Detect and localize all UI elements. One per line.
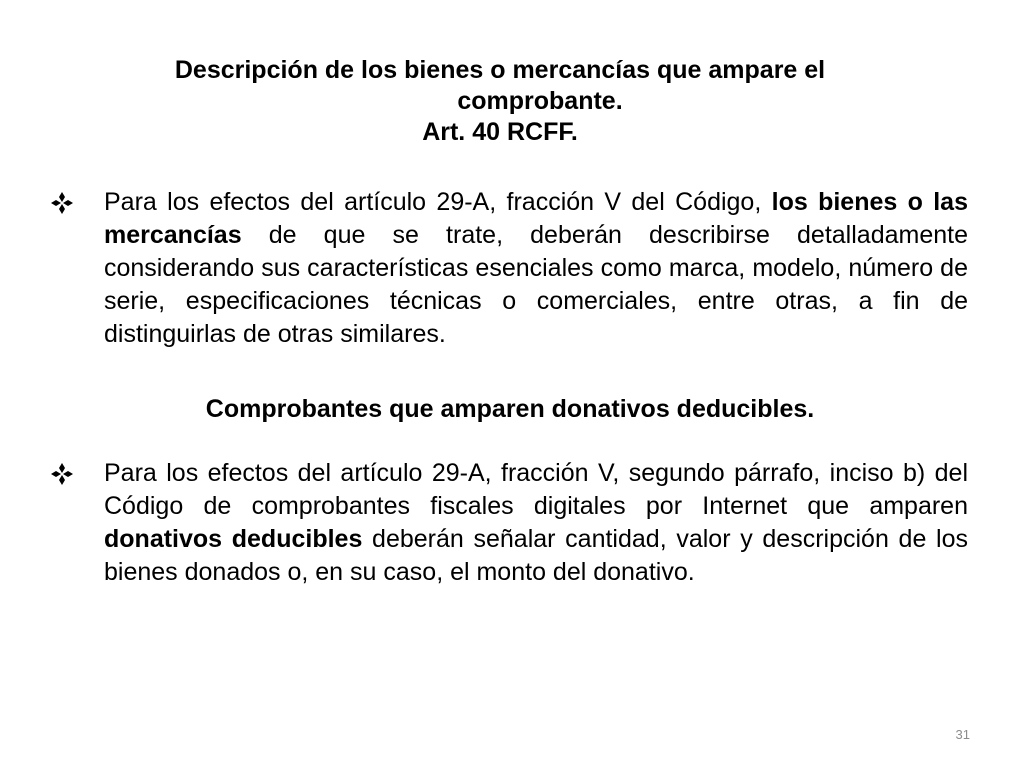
section1-subtitle: Art. 40 RCFF.: [422, 118, 578, 146]
section2-paragraph-text-a: Para los efectos del artículo 29-A, fracción V, segundo párrafo, inciso b) del Código de comprobantes fiscales digitales por Internet que amparen: [104, 459, 968, 520]
page-number: 31: [955, 727, 970, 742]
section2-paragraph: [104, 457, 968, 589]
diamond-bullet-icon: [50, 191, 74, 215]
section2-paragraph-text-b: deberán señalar cantidad, valor y descripción de los bienes donados o, en su caso, el monto del donativo.: [104, 525, 968, 586]
section1-paragraph-bold: los bienes o las mercancías: [104, 188, 968, 249]
section1-paragraph: [104, 186, 968, 351]
section1-heading: [130, 55, 870, 148]
section2-paragraph-bold: donativos deducibles: [104, 525, 363, 553]
section1-paragraph-text-b: de que se trate, deberán describirse detalladamente considerando sus características esenciales como marca, modelo, número de serie, especificaciones técnicas o comerciales, entre otras, a fin de distinguirlas de otras similares.: [104, 221, 968, 348]
diamond-bullet-icon: [50, 462, 74, 486]
section1-title-line2: comprobante.: [457, 87, 623, 115]
section1-title-line1: Descripción de los bienes o mercancías que ampare el: [174, 56, 826, 84]
section1-paragraph-text-a: Para los efectos del artículo 29-A, fracción V del Código,: [104, 188, 772, 216]
section2-heading: Comprobantes que amparen donativos deducibles.: [205, 395, 815, 423]
